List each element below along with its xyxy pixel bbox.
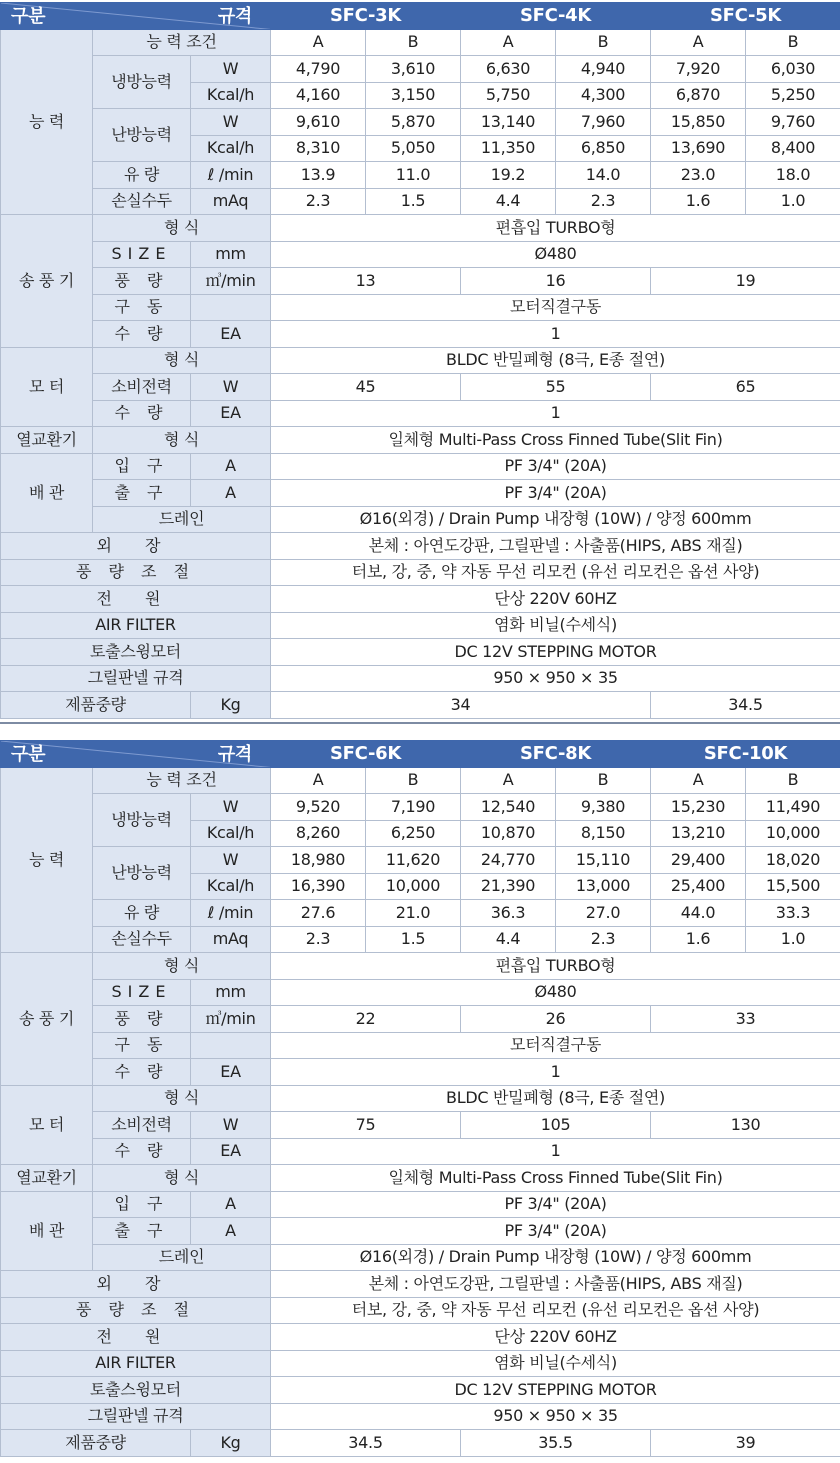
head-label-cell: 손실수두: [93, 926, 191, 953]
pipe-out-cell: PF 3/4" (20A): [271, 1218, 840, 1245]
fan-air-2-cell: 19: [651, 268, 840, 295]
motor-type-label: 형 식: [93, 347, 271, 374]
head-4-cell: 1.6: [651, 188, 746, 215]
pipe-in-unit-cell: A: [191, 453, 271, 480]
fan-drive-label-cell: 구 동: [93, 294, 191, 321]
heating-w-5-cell: 18,020: [746, 847, 840, 874]
weight-0-cell: 34: [271, 692, 651, 719]
fan-group-label: 송 풍 기: [1, 953, 93, 1086]
motor-qty-cell: 1: [271, 1138, 840, 1165]
swing-cell: DC 12V STEPPING MOTOR: [271, 639, 840, 666]
swing-cell: DC 12V STEPPING MOTOR: [271, 1377, 840, 1404]
condition-row: [1, 29, 840, 56]
motor-power-0-cell: 45: [271, 374, 461, 401]
fan-type-label: 형 식: [93, 953, 271, 980]
motor-qty-label-cell: 수 량: [93, 1138, 191, 1165]
swing-row: [1, 1377, 840, 1404]
fan-air-unit-cell: ㎥/min: [191, 268, 271, 295]
header-row: [1, 741, 840, 768]
cooling-w-5-cell: 11,490: [746, 794, 840, 821]
weight-row: [1, 1430, 840, 1457]
pipe-out-unit-cell: A: [191, 1218, 271, 1245]
pipe-in-label-cell: 입 구: [93, 453, 191, 480]
fan-qty-unit-cell: EA: [191, 1059, 271, 1086]
capacity-group-label: 능 력: [1, 29, 93, 215]
pipe-in-cell: PF 3/4" (20A): [271, 453, 840, 480]
cooling-kcal-unit-cell: Kcal/h: [191, 82, 271, 109]
head-5-cell: 1.0: [746, 926, 840, 953]
hx-row: [1, 427, 840, 454]
swing-row: [1, 639, 840, 666]
condition-values-0-cell: A: [271, 29, 366, 56]
motor-type-label: 형 식: [93, 1085, 271, 1112]
motor-group-label: 모 터: [1, 1085, 93, 1165]
power-label: 전 원: [1, 586, 271, 613]
casing-cell: 본체 : 아연도강판, 그릴판넬 : 사출품(HIPS, ABS 재질): [271, 533, 840, 560]
motor-type-cell: BLDC 반밀폐형 (8극, E종 절연): [271, 1085, 840, 1112]
fan-size-row: [1, 979, 840, 1006]
heating-label: 난방능력: [93, 109, 191, 162]
flow-3-cell: 27.0: [556, 900, 651, 927]
cooling-w-unit-cell: W: [191, 56, 271, 83]
fan-air-row: [1, 1006, 840, 1033]
head-label-cell: 손실수두: [93, 188, 191, 215]
filter-label: AIR FILTER: [1, 612, 271, 639]
cooling-kcal-5-cell: 5,250: [746, 82, 840, 109]
condition-row: [1, 767, 840, 794]
motor-power-label-cell: 소비전력: [93, 1112, 191, 1139]
cooling-w-4-cell: 7,920: [651, 56, 746, 83]
cooling-kcal-3-cell: 8,150: [556, 820, 651, 847]
motor-group-label: 모 터: [1, 347, 93, 427]
power-label: 전 원: [1, 1324, 271, 1351]
fan-qty-unit-cell: EA: [191, 321, 271, 348]
models-2-cell: SFC-5K: [651, 3, 840, 30]
swing-label: 토출스윙모터: [1, 1377, 271, 1404]
swing-label: 토출스윙모터: [1, 639, 271, 666]
casing-cell: 본체 : 아연도강판, 그릴판넬 : 사출품(HIPS, ABS 재질): [271, 1271, 840, 1298]
power-cell: 단상 220V 60HZ: [271, 1324, 840, 1351]
fan-qty-row: [1, 321, 840, 348]
cooling-kcal-2-cell: 10,870: [461, 820, 556, 847]
condition-values-3-cell: B: [556, 767, 651, 794]
head-row: [1, 926, 840, 953]
fan-qty-row: [1, 1059, 840, 1086]
head-4-cell: 1.6: [651, 926, 746, 953]
fan-qty-cell: 1: [271, 321, 840, 348]
heating-w-0-cell: 18,980: [271, 847, 366, 874]
head-1-cell: 1.5: [366, 926, 461, 953]
fan-air-1-cell: 16: [461, 268, 651, 295]
fan-drive-cell: 모터직결구동: [271, 1032, 840, 1059]
table-divider: [0, 722, 840, 724]
heating-kcal-unit-cell: Kcal/h: [191, 873, 271, 900]
cooling-w-row: [1, 794, 840, 821]
filter-cell: 염화 비닐(수세식): [271, 1350, 840, 1377]
casing-label: 외 장: [1, 533, 271, 560]
motor-type-row: [1, 1085, 840, 1112]
motor-power-0-cell: 75: [271, 1112, 461, 1139]
models-0-cell: SFC-3K: [271, 3, 461, 30]
head-0-cell: 2.3: [271, 188, 366, 215]
flow-row: [1, 162, 840, 189]
fan-type-row: [1, 215, 840, 242]
heating-kcal-1-cell: 5,050: [366, 135, 461, 162]
head-3-cell: 2.3: [556, 926, 651, 953]
cooling-label: 냉방능력: [93, 56, 191, 109]
hx-type-cell: 일체형 Multi-Pass Cross Finned Tube(Slit Fin): [271, 427, 840, 454]
heating-kcal-5-cell: 15,500: [746, 873, 840, 900]
fan-size-cell: Ø480: [271, 979, 840, 1006]
pipe-out-label-cell: 출 구: [93, 1218, 191, 1245]
fan-drive-label-cell: 구 동: [93, 1032, 191, 1059]
fan-qty-label-cell: 수 량: [93, 1059, 191, 1086]
fan-size-label-cell: SIZE: [93, 241, 191, 268]
group-header: 구분: [11, 744, 46, 765]
head-2-cell: 4.4: [461, 926, 556, 953]
flow-2-cell: 36.3: [461, 900, 556, 927]
condition-values-4-cell: A: [651, 29, 746, 56]
fan-group-label: 송 풍 기: [1, 215, 93, 348]
airctl-row: [1, 559, 840, 586]
cooling-w-row: [1, 56, 840, 83]
hx-group-cell: 열교환기: [1, 1165, 93, 1192]
motor-qty-row: [1, 1138, 840, 1165]
cooling-w-5-cell: 6,030: [746, 56, 840, 83]
pipe-in-unit-cell: A: [191, 1191, 271, 1218]
fan-drive-unit-empty: [191, 1032, 271, 1059]
head-1-cell: 1.5: [366, 188, 461, 215]
heating-w-1-cell: 5,870: [366, 109, 461, 136]
casing-label: 외 장: [1, 1271, 271, 1298]
fan-drive-row: [1, 294, 840, 321]
weight-1-cell: 35.5: [461, 1430, 651, 1457]
condition-label: 능 력 조건: [93, 767, 271, 794]
pipe-out-label-cell: 출 구: [93, 480, 191, 507]
flow-5-cell: 33.3: [746, 900, 840, 927]
motor-power-row: [1, 374, 840, 401]
cooling-kcal-5-cell: 10,000: [746, 820, 840, 847]
condition-values-1-cell: B: [366, 767, 461, 794]
motor-power-label-cell: 소비전력: [93, 374, 191, 401]
motor-qty-label-cell: 수 량: [93, 400, 191, 427]
fan-air-unit-cell: ㎥/min: [191, 1006, 271, 1033]
cooling-kcal-0-cell: 4,160: [271, 82, 366, 109]
power-row: [1, 1324, 840, 1351]
fan-air-label-cell: 풍 량: [93, 1006, 191, 1033]
heating-w-4-cell: 15,850: [651, 109, 746, 136]
grille-label: 그릴판넬 규격: [1, 1403, 271, 1430]
fan-size-cell: Ø480: [271, 241, 840, 268]
heating-w-row: [1, 109, 840, 136]
models-0-cell: SFC-6K: [271, 741, 461, 768]
casing-row: [1, 533, 840, 560]
pipe-in-row: [1, 1191, 840, 1218]
heating-kcal-4-cell: 13,690: [651, 135, 746, 162]
fan-qty-label-cell: 수 량: [93, 321, 191, 348]
head-0-cell: 2.3: [271, 926, 366, 953]
flow-0-cell: 27.6: [271, 900, 366, 927]
pipe-out-row: [1, 1218, 840, 1245]
filter-label: AIR FILTER: [1, 1350, 271, 1377]
flow-unit-cell: ℓ /min: [191, 900, 271, 927]
cooling-w-2-cell: 12,540: [461, 794, 556, 821]
airctl-row: [1, 1297, 840, 1324]
cooling-w-1-cell: 7,190: [366, 794, 461, 821]
heating-w-0-cell: 9,610: [271, 109, 366, 136]
cooling-w-3-cell: 4,940: [556, 56, 651, 83]
motor-power-1-cell: 105: [461, 1112, 651, 1139]
fan-drive-cell: 모터직결구동: [271, 294, 840, 321]
motor-power-2-cell: 65: [651, 374, 840, 401]
cooling-w-3-cell: 9,380: [556, 794, 651, 821]
hx-type-label: 형 식: [93, 427, 271, 454]
fan-air-1-cell: 26: [461, 1006, 651, 1033]
flow-4-cell: 23.0: [651, 162, 746, 189]
airctl-cell: 터보, 강, 중, 약 자동 무선 리모컨 (유선 리모컨은 옵션 사양): [271, 1297, 840, 1324]
heating-label: 난방능력: [93, 847, 191, 900]
fan-size-unit-cell: mm: [191, 979, 271, 1006]
head-2-cell: 4.4: [461, 188, 556, 215]
heating-kcal-0-cell: 16,390: [271, 873, 366, 900]
motor-qty-row: [1, 400, 840, 427]
cooling-kcal-3-cell: 4,300: [556, 82, 651, 109]
condition-values-0-cell: A: [271, 767, 366, 794]
cooling-kcal-4-cell: 6,870: [651, 82, 746, 109]
drain-cell: Ø16(외경) / Drain Pump 내장형 (10W) / 양정 600mm: [271, 506, 840, 533]
flow-1-cell: 21.0: [366, 900, 461, 927]
head-3-cell: 2.3: [556, 188, 651, 215]
header-row: [1, 3, 840, 30]
condition-values-1-cell: B: [366, 29, 461, 56]
head-5-cell: 1.0: [746, 188, 840, 215]
grille-cell: 950 × 950 × 35: [271, 665, 840, 692]
cooling-kcal-4-cell: 13,210: [651, 820, 746, 847]
flow-1-cell: 11.0: [366, 162, 461, 189]
weight-unit-cell: Kg: [191, 1430, 271, 1457]
pipe-in-row: [1, 453, 840, 480]
hx-type-label: 형 식: [93, 1165, 271, 1192]
models-1-cell: SFC-8K: [461, 741, 651, 768]
header-corner: [1, 741, 271, 768]
cooling-w-0-cell: 4,790: [271, 56, 366, 83]
head-unit-cell: mAq: [191, 926, 271, 953]
fan-drive-row: [1, 1032, 840, 1059]
cooling-w-2-cell: 6,630: [461, 56, 556, 83]
cooling-w-0-cell: 9,520: [271, 794, 366, 821]
flow-row: [1, 900, 840, 927]
airctl-label: 풍 량 조 절: [1, 1297, 271, 1324]
drain-row: [1, 506, 840, 533]
casing-row: [1, 1271, 840, 1298]
drain-row: [1, 1244, 840, 1271]
pipe-group-label: 배 관: [1, 453, 93, 533]
fan-size-unit-cell: mm: [191, 241, 271, 268]
fan-type-row: [1, 953, 840, 980]
heating-kcal-unit-cell: Kcal/h: [191, 135, 271, 162]
weight-label: 제품중량: [1, 1430, 191, 1457]
heating-w-2-cell: 24,770: [461, 847, 556, 874]
motor-qty-unit-cell: EA: [191, 1138, 271, 1165]
heating-kcal-2-cell: 21,390: [461, 873, 556, 900]
weight-label: 제품중량: [1, 692, 191, 719]
condition-values-5-cell: B: [746, 29, 840, 56]
motor-power-unit-cell: W: [191, 374, 271, 401]
motor-power-unit-cell: W: [191, 1112, 271, 1139]
fan-type-cell: 편흡입 TURBO형: [271, 953, 840, 980]
weight-1-cell: 34.5: [651, 692, 840, 719]
flow-2-cell: 19.2: [461, 162, 556, 189]
airctl-cell: 터보, 강, 중, 약 자동 무선 리모컨 (유선 리모컨은 옵션 사양): [271, 559, 840, 586]
condition-label: 능 력 조건: [93, 29, 271, 56]
spec-header: 규격: [217, 744, 253, 765]
heating-kcal-5-cell: 8,400: [746, 135, 840, 162]
heating-kcal-4-cell: 25,400: [651, 873, 746, 900]
head-unit-cell: mAq: [191, 188, 271, 215]
airctl-label: 풍 량 조 절: [1, 559, 271, 586]
drain-label: 드레인: [93, 1244, 271, 1271]
condition-values-4-cell: A: [651, 767, 746, 794]
power-row: [1, 586, 840, 613]
flow-unit-cell: ℓ /min: [191, 162, 271, 189]
filter-cell: 염화 비닐(수세식): [271, 612, 840, 639]
fan-air-row: [1, 268, 840, 295]
spec-table-0: [0, 2, 840, 719]
heating-kcal-3-cell: 6,850: [556, 135, 651, 162]
pipe-in-cell: PF 3/4" (20A): [271, 1191, 840, 1218]
pipe-group-label: 배 관: [1, 1191, 93, 1271]
condition-values-2-cell: A: [461, 29, 556, 56]
hx-row: [1, 1165, 840, 1192]
spec-header: 규격: [217, 6, 253, 27]
cooling-kcal-1-cell: 6,250: [366, 820, 461, 847]
condition-values-2-cell: A: [461, 767, 556, 794]
head-row: [1, 188, 840, 215]
heating-w-unit-cell: W: [191, 847, 271, 874]
weight-row: [1, 692, 840, 719]
heating-kcal-0-cell: 8,310: [271, 135, 366, 162]
motor-qty-cell: 1: [271, 400, 840, 427]
motor-type-row: [1, 347, 840, 374]
heating-w-row: [1, 847, 840, 874]
cooling-w-unit-cell: W: [191, 794, 271, 821]
flow-3-cell: 14.0: [556, 162, 651, 189]
spec-table-1: [0, 740, 840, 1457]
fan-size-row: [1, 241, 840, 268]
flow-0-cell: 13.9: [271, 162, 366, 189]
heating-kcal-2-cell: 11,350: [461, 135, 556, 162]
fan-size-label-cell: SIZE: [93, 979, 191, 1006]
condition-values-5-cell: B: [746, 767, 840, 794]
weight-0-cell: 34.5: [271, 1430, 461, 1457]
fan-air-0-cell: 13: [271, 268, 461, 295]
models-1-cell: SFC-4K: [461, 3, 651, 30]
pipe-in-label-cell: 입 구: [93, 1191, 191, 1218]
grille-row: [1, 1403, 840, 1430]
hx-type-cell: 일체형 Multi-Pass Cross Finned Tube(Slit Fin): [271, 1165, 840, 1192]
drain-label: 드레인: [93, 506, 271, 533]
motor-power-2-cell: 130: [651, 1112, 840, 1139]
cooling-kcal-0-cell: 8,260: [271, 820, 366, 847]
fan-type-label: 형 식: [93, 215, 271, 242]
pipe-out-row: [1, 480, 840, 507]
grille-cell: 950 × 950 × 35: [271, 1403, 840, 1430]
group-header: 구분: [11, 6, 46, 27]
fan-air-label-cell: 풍 량: [93, 268, 191, 295]
motor-qty-unit-cell: EA: [191, 400, 271, 427]
flow-label-cell: 유 량: [93, 900, 191, 927]
hx-group-cell: 열교환기: [1, 427, 93, 454]
fan-air-2-cell: 33: [651, 1006, 840, 1033]
heating-kcal-3-cell: 13,000: [556, 873, 651, 900]
pipe-out-cell: PF 3/4" (20A): [271, 480, 840, 507]
condition-values-3-cell: B: [556, 29, 651, 56]
heating-w-unit-cell: W: [191, 109, 271, 136]
heating-w-3-cell: 15,110: [556, 847, 651, 874]
weight-2-cell: 39: [651, 1430, 840, 1457]
heating-w-1-cell: 11,620: [366, 847, 461, 874]
heating-w-3-cell: 7,960: [556, 109, 651, 136]
pipe-out-unit-cell: A: [191, 480, 271, 507]
flow-label-cell: 유 량: [93, 162, 191, 189]
grille-row: [1, 665, 840, 692]
fan-type-cell: 편흡입 TURBO형: [271, 215, 840, 242]
cooling-kcal-1-cell: 3,150: [366, 82, 461, 109]
capacity-group-label: 능 력: [1, 767, 93, 953]
fan-qty-cell: 1: [271, 1059, 840, 1086]
models-2-cell: SFC-10K: [651, 741, 840, 768]
grille-label: 그릴판넬 규격: [1, 665, 271, 692]
motor-power-1-cell: 55: [461, 374, 651, 401]
cooling-w-1-cell: 3,610: [366, 56, 461, 83]
heating-kcal-1-cell: 10,000: [366, 873, 461, 900]
cooling-label: 냉방능력: [93, 794, 191, 847]
cooling-w-4-cell: 15,230: [651, 794, 746, 821]
flow-4-cell: 44.0: [651, 900, 746, 927]
fan-drive-unit-empty: [191, 294, 271, 321]
filter-row: [1, 612, 840, 639]
header-corner: [1, 3, 271, 30]
heating-w-4-cell: 29,400: [651, 847, 746, 874]
power-cell: 단상 220V 60HZ: [271, 586, 840, 613]
motor-power-row: [1, 1112, 840, 1139]
fan-air-0-cell: 22: [271, 1006, 461, 1033]
flow-5-cell: 18.0: [746, 162, 840, 189]
weight-unit-cell: Kg: [191, 692, 271, 719]
cooling-kcal-unit-cell: Kcal/h: [191, 820, 271, 847]
drain-cell: Ø16(외경) / Drain Pump 내장형 (10W) / 양정 600mm: [271, 1244, 840, 1271]
filter-row: [1, 1350, 840, 1377]
heating-w-5-cell: 9,760: [746, 109, 840, 136]
motor-type-cell: BLDC 반밀폐형 (8극, E종 절연): [271, 347, 840, 374]
cooling-kcal-2-cell: 5,750: [461, 82, 556, 109]
heating-w-2-cell: 13,140: [461, 109, 556, 136]
